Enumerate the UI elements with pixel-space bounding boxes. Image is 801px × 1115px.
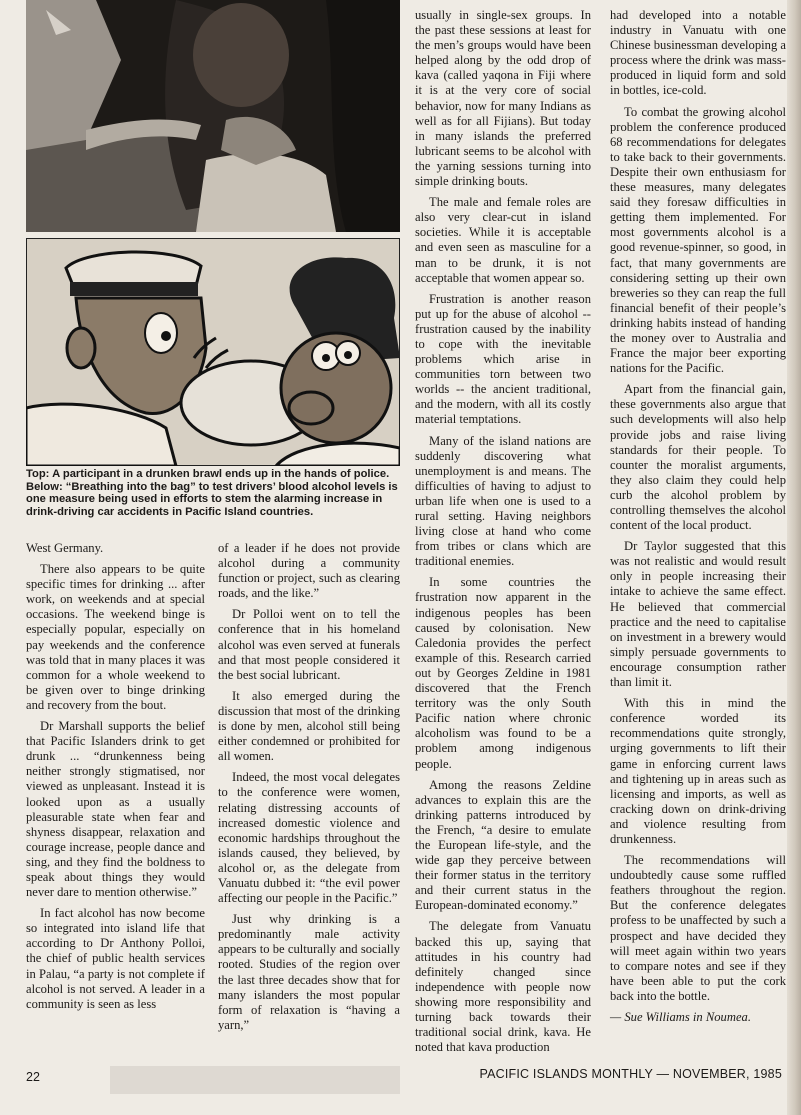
article-paragraph: There also appears to be quite specific times for drinking ... after work, on weekends and at special occasions. The weekend binge is especially popular, especially on pay weekends and the conference was told that in many places it was common for a whole weekend to be given over to binge drinking and recovery from the bout. (26, 562, 205, 712)
article-paragraph: The delegate from Vanuatu backed this up, saying that attitudes in his country had definitely changed since independence with people now showing more responsibility and turning back towards their traditional social drink, kava. He noted that kava production (415, 919, 591, 1055)
article-paragraph: It also emerged during the discussion that most of the drinking is done by men, alcohol still being either condemned or prohibited for all women. (218, 688, 400, 764)
article-column-3 (415, 8, 591, 1061)
article-paragraph: With this in mind the conference worded its recommendations quite strongly, urging governments to lift their game in enforcing current laws and tightening up in areas such as licensing and imports, as well as cracking down on drink-driving and violence resulting from drunkenness. (610, 696, 786, 846)
byline: — Sue Williams in Noumea. (610, 1010, 751, 1024)
article-column-2 (218, 541, 400, 1039)
page-edge-shadow (787, 0, 801, 1115)
article-column-4 (610, 8, 786, 1031)
photo-caption: Top: A participant in a drunken brawl ends up in the hands of police. Below: “Breathing into the bag” to test drivers’ blood alcohol levels is one measure being used in efforts to stem the alarming increase in drink-driving car accidents in Pacific Island countries. (26, 468, 398, 518)
article-paragraph: Many of the island nations are suddenly discovering what unemployment is and means. The difficulties of having to adjust to urban life when one is used to a rural setting. Having neighbors living close at hand who come from tribes or clans which are traditional enemies. (415, 433, 591, 569)
article-column-1 (26, 541, 205, 1018)
article-paragraph: Among the reasons Zeldine advances to explain this are the drinking patterns introduced by the French, “a desire to emulate the European life-style, and the wide gap they perceive between their former status in the territory and their current status in the European-dominated economy.” (415, 777, 591, 913)
article-paragraph: Indeed, the most vocal delegates to the conference were women, relating distressing accounts of increased domestic violence and economic hardships throughout the islands caused, they believed, by alcohol or, as the delegate from Vanuatu dubbed it: “the evil power affecting our people in the Pacific.” (218, 770, 400, 906)
article-paragraph: Dr Polloi went on to tell the conference that in his homeland alcohol was even served at funerals and that most people considered it the best social lubricant. (218, 607, 400, 682)
article-paragraph: The male and female roles are also very clear-cut in island societies. While it is acceptable and even seen as masculine for a man to be drunk, it is not acceptable that women appear so. (415, 195, 591, 285)
brawl-photo (26, 0, 400, 232)
article-paragraph: Dr Taylor suggested that this was not realistic and would result only in people increasing their intake to achieve the same effect. He believed that commercial practice and the need to capitalise on investment in a brewery would simply persuade governments to encourage consumption rather than limit it. (610, 539, 786, 690)
cartoon-drawing (26, 238, 400, 466)
article-paragraph: Dr Marshall supports the belief that Pacific Islanders drink to get drunk ... “drunkenness being neither strongly stigmatised, nor viewed as unpleasant. Instead it is looked upon as a usually pleasurable state when fear and shyness disappear, relaxation and courage increase, people dance and sing, and they find the boldness to speak about things they would never dare to mention otherwise.” (26, 719, 205, 900)
breath-test-cartoon (26, 238, 400, 466)
article-paragraph: Just why drinking is a predominantly male activity appears to be culturally and socially rooted. Studies of the region over the last three decades show that for many islanders the most popular form of relaxation is “having a yarn,” (218, 912, 400, 1032)
article-paragraph: of a leader if he does not provide alcohol during a community function or project, such as clearing roads, and the like.” (218, 541, 400, 601)
article-paragraph: In fact alcohol has now become so integrated into island life that according to Dr Anthony Polloi, the chief of public health services in Palau, “a party is not complete if alcohol is not served. A leader in a community is seen as less (26, 906, 205, 1011)
article-paragraph: To combat the growing alcohol problem the conference produced 68 recommendations for delegates to take back to their governments. Despite their own enthusiasm for these measures, many delegates said they foresaw difficulties in getting them implemented. For most governments alcohol is a good revenue-spinner, so good, in fact, that many governments are considering setting up their own breweries so they can reap the full financial benefit of their people’s drinking habits instead of handing the money over to Australia and France the major beer exporting nations for the Pacific. (610, 104, 786, 376)
watermark-drawing (110, 1062, 400, 1096)
brawl-photo-drawing (26, 0, 400, 232)
page-number: 22 (26, 1070, 40, 1084)
article-paragraph: West Germany. (26, 541, 104, 555)
article-paragraph: In some countries the frustration now apparent in the indigenous peoples has been caused by colonisation. New Caledonia provides the perfect example of this. Research carried out by Georges Zeldine in 1981 discovered that the French territory was the only South Pacific nation where chronic alcoholism was found to be a problem among indigenous people. (415, 575, 591, 771)
running-footer: PACIFIC ISLANDS MONTHLY — NOVEMBER, 1985 (479, 1067, 782, 1081)
article-paragraph: The recommendations will undoubtedly cause some ruffled feathers throughout the region. But the conference delegates profess to be unaffected by such a prospect and have decided they will meet again within two years to compare notes and see if they have been able to put the cork back into the bottle. (610, 853, 786, 1003)
article-paragraph: Apart from the financial gain, these governments also argue that such developments will also help provide jobs and raise living standards for their people. To counter the moralist arguments, they also claim they could help curb the alcohol problem by controlling themselves the alcohol content of the local product. (610, 382, 786, 533)
article-paragraph: usually in single-sex groups. In the past these sessions at least for the men’s groups would have been helped along by the odd drop of kava (called yaqona in Fiji where it is at the very core of social behavior, now for many Indians as well as for all Fijians). But today in many islands the preferred lubricant seems to be alcohol with the yarning sessions turning into simple drinking bouts. (415, 8, 591, 189)
article-signoff (610, 1010, 786, 1025)
article-paragraph: Frustration is another reason put up for the abuse of alcohol -- frustration caused by the inability to cope with the inevitable problems which arise in communities torn between two worlds -- the ancient traditional, and the modern, with all its costly material temptations. (415, 291, 591, 427)
library-stamp-watermark (110, 1062, 400, 1096)
article-paragraph: had developed into a notable industry in Vanuatu with one Chinese businessman developing a process where the drink was mass-produced in liquid form and sold in bottles, ice-cold. (610, 8, 786, 98)
